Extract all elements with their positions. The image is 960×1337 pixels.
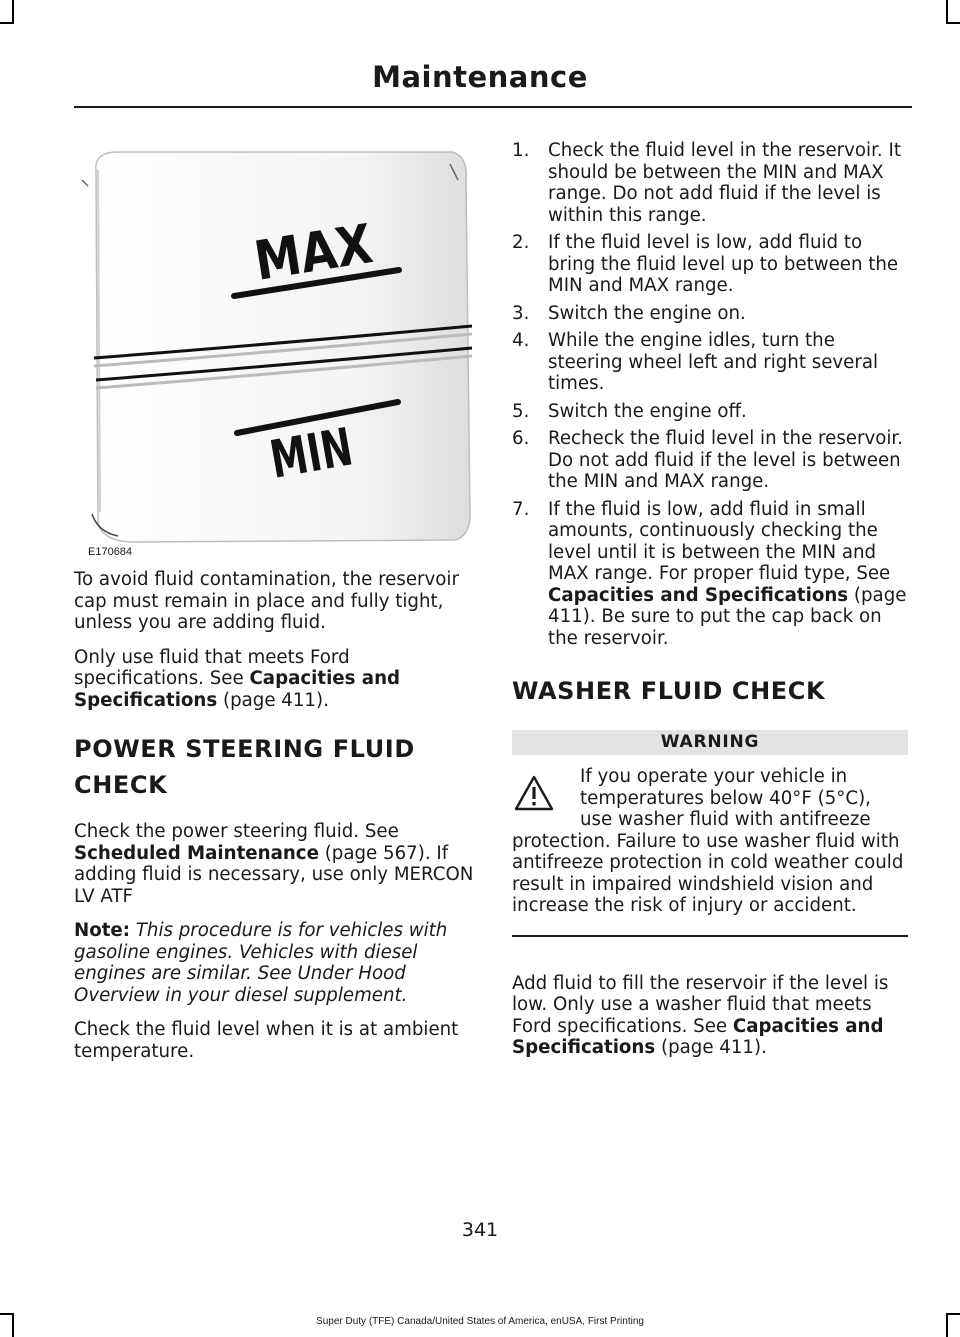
max-label: MAX — [250, 209, 396, 293]
page-title: Maintenance — [372, 60, 588, 94]
paragraph: Check the power steering fluid. See Scheduled Maintenance (page 567). If adding fluid is necessary, use only MERCON LV ATF — [74, 821, 474, 907]
crop-mark — [946, 0, 948, 24]
crop-mark — [946, 1313, 960, 1315]
section-heading: WASHER FLUID CHECK — [512, 677, 826, 705]
link-capacities[interactable]: Capacities and Specifications — [512, 1015, 884, 1058]
link-capacities[interactable]: Capacities and Specifications — [548, 584, 849, 606]
step-item: 6. Recheck the fluid level in the reservoir. Do not add fluid if the level is between the MIN and MAX range. — [512, 428, 903, 492]
step-item: 3. Switch the engine on. — [512, 302, 746, 324]
step-item: 5. Switch the engine off. — [512, 400, 747, 422]
footer-text: Super Duty (TFE) Canada/United States of America, enUSA, First Printing — [316, 1316, 644, 1327]
link-scheduled-maintenance[interactable]: Scheduled Maintenance — [74, 842, 319, 864]
step-item: 7. If the fluid is low, add fluid in small amounts, continuously checking the level until it is between the MIN and MAX range. For proper fluid type, See Capacities and Specifications (page 411). Be sure to put the cap back on the reservoir. — [512, 498, 907, 649]
reservoir-illustration — [74, 140, 474, 560]
figure-id: E170684 — [88, 546, 133, 558]
paragraph: Add fluid to fill the reservoir if the level is low. Only use a washer fluid that meets Ford specifications. See Capacities and Specifications (page 411). — [512, 972, 889, 1058]
crop-mark — [0, 1313, 14, 1315]
warning-box — [512, 766, 908, 937]
left-column — [74, 140, 476, 1075]
section-heading-cont: CHECK — [74, 771, 168, 799]
section-heading: POWER STEERING FLUID — [74, 735, 415, 763]
paragraph: Only use fluid that meets Ford specifications. See Capacities and Specifications (page 411). — [74, 646, 401, 711]
step-item: 2. If the fluid level is low, add fluid to bring the fluid level up to between the MIN and MAX range. — [512, 232, 899, 296]
note-label: Note: — [74, 920, 131, 941]
procedure-steps — [512, 140, 908, 649]
paragraph: Check the fluid level when it is at ambient temperature. — [74, 1019, 459, 1062]
warning-text-first: If you operate your vehicle in temperatures below 40°F (5°C), use washer fluid with antifreeze — [580, 766, 871, 830]
right-column — [512, 140, 908, 1072]
crop-mark — [946, 22, 960, 24]
reservoir-drawing — [74, 140, 474, 560]
paragraph: To avoid fluid contamination, the reservoir cap must remain in place and fully tight, unless you are adding fluid. — [74, 569, 459, 633]
warning-text-rest: protection. Failure to use washer fluid with antifreeze protection in cold weather could result in impaired windshield vision and increase the risk of injury or accident. — [512, 830, 904, 916]
page-number: 341 — [461, 1219, 499, 1241]
note: Note: This procedure is for vehicles with gasoline engines. Vehicles with diesel engines are similar. See Under Hood Overview in your diesel supplement. — [74, 920, 448, 1006]
step-item: 1. Check the fluid level in the reservoir. It should be between the MIN and MAX range. Do not add fluid if the level is within this range. — [512, 140, 901, 226]
step-item: 4. While the engine idles, turn the steering wheel left and right several times. — [512, 330, 879, 394]
warning-title-bar: WARNING — [512, 730, 908, 755]
crop-mark — [0, 22, 14, 24]
link-capacities[interactable]: Capacities and Specifications — [74, 668, 401, 711]
warning-triangle-icon — [514, 774, 554, 812]
crop-mark — [12, 0, 14, 24]
min-label: MIN — [265, 411, 390, 491]
header-divider — [74, 106, 912, 108]
warning-divider — [512, 935, 908, 937]
